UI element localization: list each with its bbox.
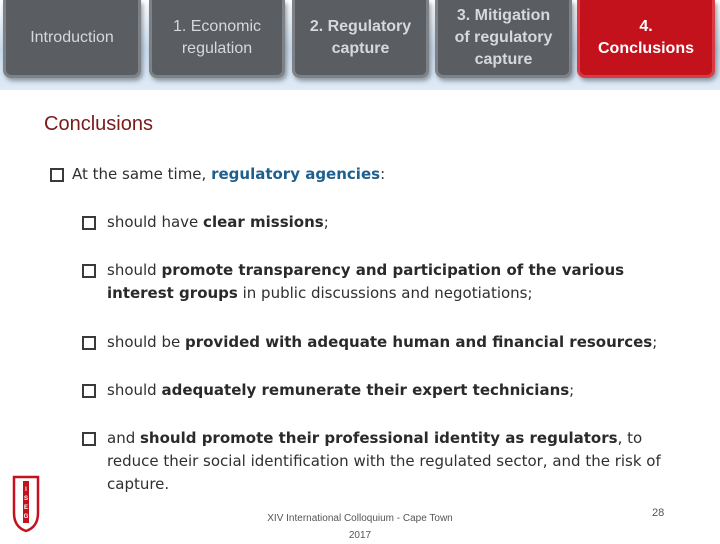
item-text: should have xyxy=(107,213,204,231)
footer-event-text: XIV International Colloquium - Cape Town 2017 xyxy=(267,513,453,541)
checkbox-bullet-icon xyxy=(82,264,96,278)
intro-text: At the same time, xyxy=(72,165,212,183)
tab-label: 4. Conclusions xyxy=(597,17,694,57)
checkbox-bullet-icon xyxy=(82,216,96,230)
item-emphasis: provided with adequate human and financial resources xyxy=(184,333,653,351)
item-text-end: in public discussions and negotiations; xyxy=(237,284,533,302)
item-text-end: ; xyxy=(323,213,329,231)
tab-regulatory-capture[interactable] xyxy=(292,0,429,78)
svg-text:S: S xyxy=(23,496,29,502)
tab-economic-regulation[interactable] xyxy=(149,0,285,78)
intro-text-end: : xyxy=(380,165,386,183)
item-emphasis: should promote their professional identity as regulators xyxy=(140,429,618,447)
list-item xyxy=(82,379,682,402)
tab-label: 3. Mitigation of regulatory capture xyxy=(454,6,553,68)
slide-title: Conclusions xyxy=(44,113,153,135)
list-item xyxy=(82,211,682,234)
intro-highlight: regulatory agencies xyxy=(211,165,381,183)
item-emphasis: promote transparency and participation of the various interest groups xyxy=(107,261,625,302)
item-text: and xyxy=(107,429,140,447)
list-item xyxy=(82,259,642,305)
svg-text:G: G xyxy=(23,514,29,520)
intro-bullet xyxy=(50,163,385,186)
top-navigation-bar xyxy=(0,0,720,90)
item-emphasis: clear missions xyxy=(203,213,324,231)
item-text: should xyxy=(107,381,162,399)
page-number: 28 xyxy=(652,507,665,519)
list-item xyxy=(82,331,682,354)
list-item xyxy=(82,427,662,496)
tab-label: 2. Regulatory capture xyxy=(309,17,412,57)
tab-conclusions[interactable] xyxy=(577,0,715,78)
tab-mitigation[interactable] xyxy=(435,0,572,78)
svg-text:E: E xyxy=(23,505,29,511)
tab-introduction[interactable] xyxy=(3,0,141,78)
item-text-end: ; xyxy=(569,381,575,399)
checkbox-bullet-icon xyxy=(82,336,96,350)
checkbox-bullet-icon xyxy=(82,432,96,446)
tab-label: Introduction xyxy=(30,28,114,46)
checkbox-bullet-icon xyxy=(82,384,96,398)
item-text-end: , to reduce their social identification with the regulated sector, and the risk of capture. xyxy=(107,429,661,493)
item-text-end: ; xyxy=(652,333,658,351)
item-text: should be xyxy=(107,333,185,351)
item-emphasis: adequately remunerate their expert technicians xyxy=(161,381,570,399)
tab-label: 1. Economic regulation xyxy=(172,17,262,57)
item-text: should xyxy=(107,261,162,279)
iseg-logo xyxy=(12,475,40,533)
checkbox-bullet-icon xyxy=(50,168,64,182)
svg-text:I: I xyxy=(25,487,27,493)
